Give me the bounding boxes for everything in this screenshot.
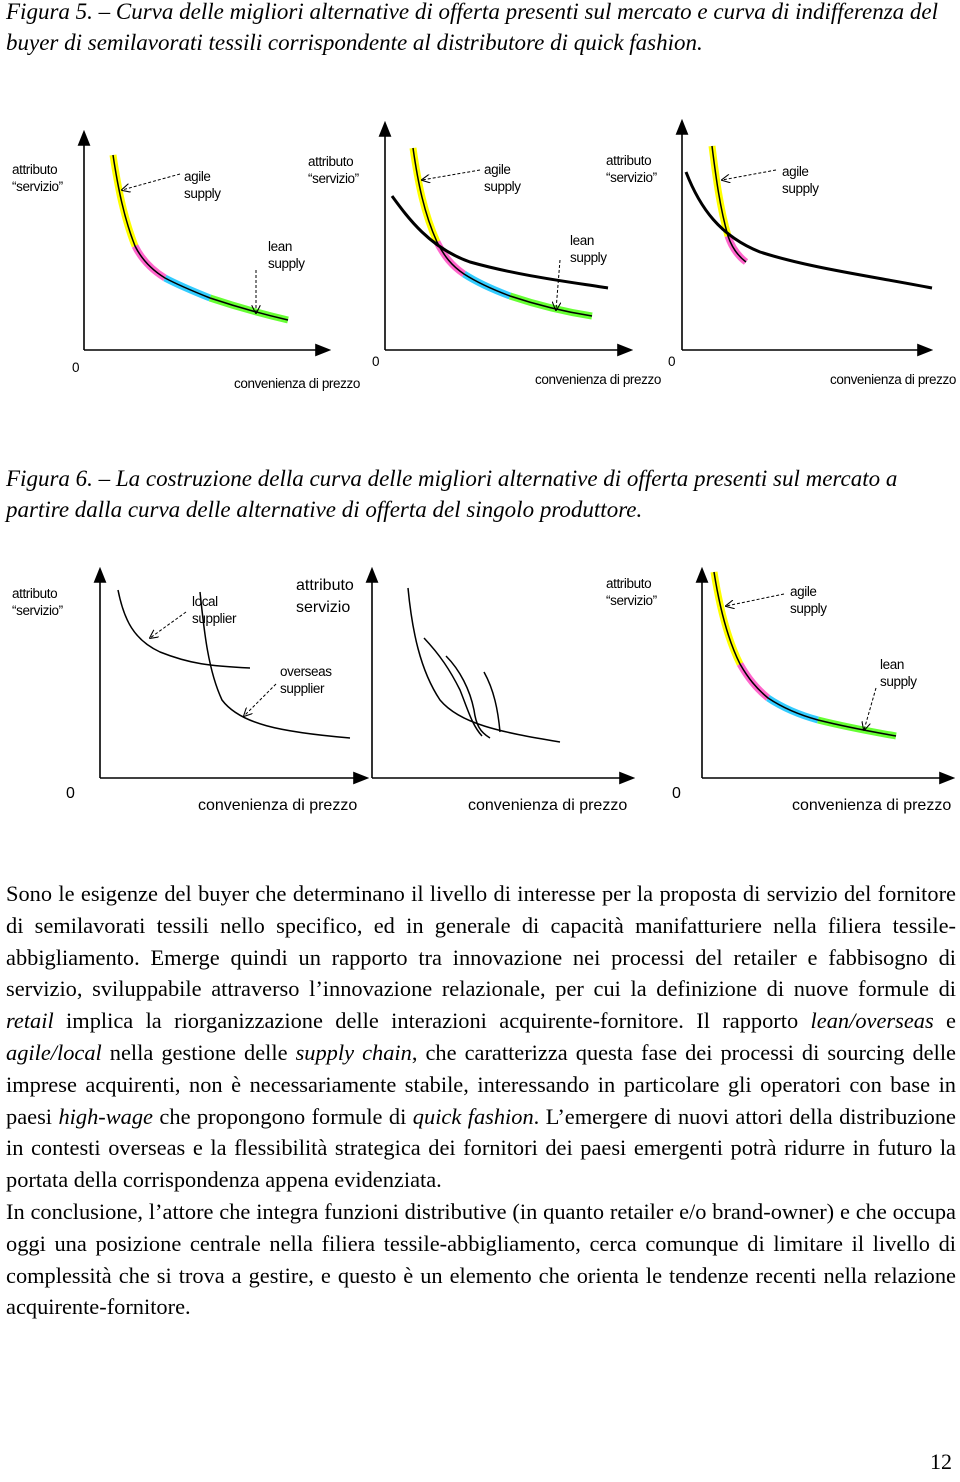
agile-supply-label: agile <box>782 164 809 179</box>
y-axis-label: “servizio” <box>308 171 359 186</box>
pink-segment <box>740 664 768 698</box>
italic-term: supply chain <box>295 1039 412 1065</box>
overseas-supplier-label: overseas <box>280 664 332 679</box>
agile-pointer <box>722 170 776 180</box>
agile-supply-label: supply <box>184 186 221 201</box>
fig6-panel-3 <box>606 570 952 814</box>
fig5-panel-3 <box>606 122 956 387</box>
y-axis-label: “servizio” <box>606 170 657 185</box>
lean-supply-label: supply <box>268 256 305 271</box>
agile-pointer <box>122 174 180 190</box>
agile-supply-label: agile <box>790 584 817 599</box>
agile-supply-label: agile <box>184 169 211 184</box>
x-axis-label: convenienza di prezzo <box>198 797 358 814</box>
lean-segment <box>510 296 592 316</box>
x-axis-label: convenienza di prezzo <box>535 372 661 387</box>
agile-segment <box>113 155 135 246</box>
y-axis-label: attributo <box>308 154 354 169</box>
text-run: . L’emergere di nuovi attori della distribuzione in contesti overseas e la flessibilità strategica dei fornitori dei paesi emergenti potrà ridurre in futuro la portata della corrispondenza appena evidenziata. <box>6 1103 956 1193</box>
agile-pointer <box>726 594 784 606</box>
lean-supply-label: lean <box>880 657 904 672</box>
italic-term: agile/local <box>6 1039 102 1065</box>
origin-label: 0 <box>668 354 676 369</box>
italic-term: high-wage <box>58 1103 153 1129</box>
agile-supply-label: supply <box>790 601 827 616</box>
origin-label: 0 <box>66 785 75 802</box>
text-run: Sono le esigenze del buyer che determinano il livello di interesse per la proposta di servizio del fornitore di semilavorati tessili nello specifico, ed in generale di capacità manifatturiere nella filiera tessile-abbigliamento. Emerge quindi un rapporto tra innovazione nei processi del retailer e fabbisogno di servizio, sviluppabile attraverso l’innovazione relazionale, per cui la definizione di nuove formule di <box>6 881 956 1002</box>
x-axis-label: convenienza di prezzo <box>234 376 360 391</box>
supplier-curve-1 <box>408 588 560 742</box>
agile-supply-label: supply <box>484 179 521 194</box>
paragraph-1 <box>6 878 956 1196</box>
y-axis-label: servizio <box>296 599 351 616</box>
text-run: che propongono formule di <box>152 1103 413 1129</box>
paragraph-2: In conclusione, l’attore che integra funzioni distributive (in quanto retailer e/o brand-owner) e che occupa oggi una posizione centrale nella filiera tessile-abbigliamento, cerca comunque di limitare il livello di complessità che si trova a gestire, e questo è un elemento che orienta le tendenze recenti nella relazione acquirente-fornitore. <box>6 1198 956 1320</box>
lean-supply-label: supply <box>570 250 607 265</box>
italic-term: retail <box>6 1008 54 1034</box>
local-pointer <box>150 612 186 638</box>
y-axis-label: “servizio” <box>606 593 657 608</box>
origin-label: 0 <box>672 785 681 802</box>
lean-supply-label: lean <box>268 239 292 254</box>
y-axis-label: “servizio” <box>12 179 63 194</box>
local-supplier-label: supplier <box>192 611 237 626</box>
text-run: implica la riorganizzazione delle interazioni acquirente-fornitore. Il rapporto <box>53 1008 811 1034</box>
text-run: nella gestione delle <box>101 1039 296 1065</box>
supplier-curve-4 <box>484 672 500 732</box>
italic-term: quick fashion <box>412 1103 534 1129</box>
blue-segment <box>768 698 818 720</box>
local-supplier-label: local <box>192 594 218 609</box>
overseas-pointer <box>244 684 276 716</box>
figure-5-diagram <box>0 118 960 418</box>
x-axis-label: convenienza di prezzo <box>830 372 956 387</box>
x-axis-label: convenienza di prezzo <box>792 797 952 814</box>
page-number: 12 <box>930 1449 952 1474</box>
lean-pointer <box>864 688 876 730</box>
agile-supply-label: supply <box>782 181 819 196</box>
origin-label: 0 <box>72 360 80 375</box>
y-axis-label: attributo <box>606 153 652 168</box>
overseas-supplier-label: supplier <box>280 681 325 696</box>
origin-label: 0 <box>372 354 380 369</box>
y-axis-label: attributo <box>606 576 652 591</box>
local-supplier-curve <box>118 590 250 668</box>
lean-supply-label: lean <box>570 233 594 248</box>
lean-supply-label: supply <box>880 674 917 689</box>
agile-pointer <box>422 170 480 180</box>
x-axis-label: convenienza di prezzo <box>468 797 628 814</box>
y-axis-label: “servizio” <box>12 603 63 618</box>
y-axis-label: attributo <box>296 577 354 594</box>
agile-supply-label: agile <box>484 162 511 177</box>
y-axis-label: attributo <box>12 162 58 177</box>
lean-pointer <box>556 260 560 310</box>
italic-term: lean/overseas <box>810 1008 934 1034</box>
figure-6-diagram <box>0 560 960 830</box>
agile-segment <box>714 572 740 664</box>
y-axis-label: attributo <box>12 586 58 601</box>
text-run: , che caratterizza questa fase dei processi di sourcing delle imprese acquirenti, non è necessariamente stabile, interessando in particolare gli operatori con base in paesi <box>6 1039 956 1129</box>
text-run: e <box>933 1008 956 1034</box>
body-text <box>6 878 956 1323</box>
figure-5-caption: Figura 5. – Curva delle migliori alternative di offerta presenti sul mercato e curva di indifferenza del buyer di semilavorati tessili corrispondente al distributore di quick fashion. <box>6 0 939 55</box>
pink-segment <box>135 246 165 278</box>
figure-6-caption: Figura 6. – La costruzione della curva delle migliori alternative di offerta presenti sul mercato a partire dalla curva delle alternative di offerta del singolo produttore. <box>6 466 898 522</box>
